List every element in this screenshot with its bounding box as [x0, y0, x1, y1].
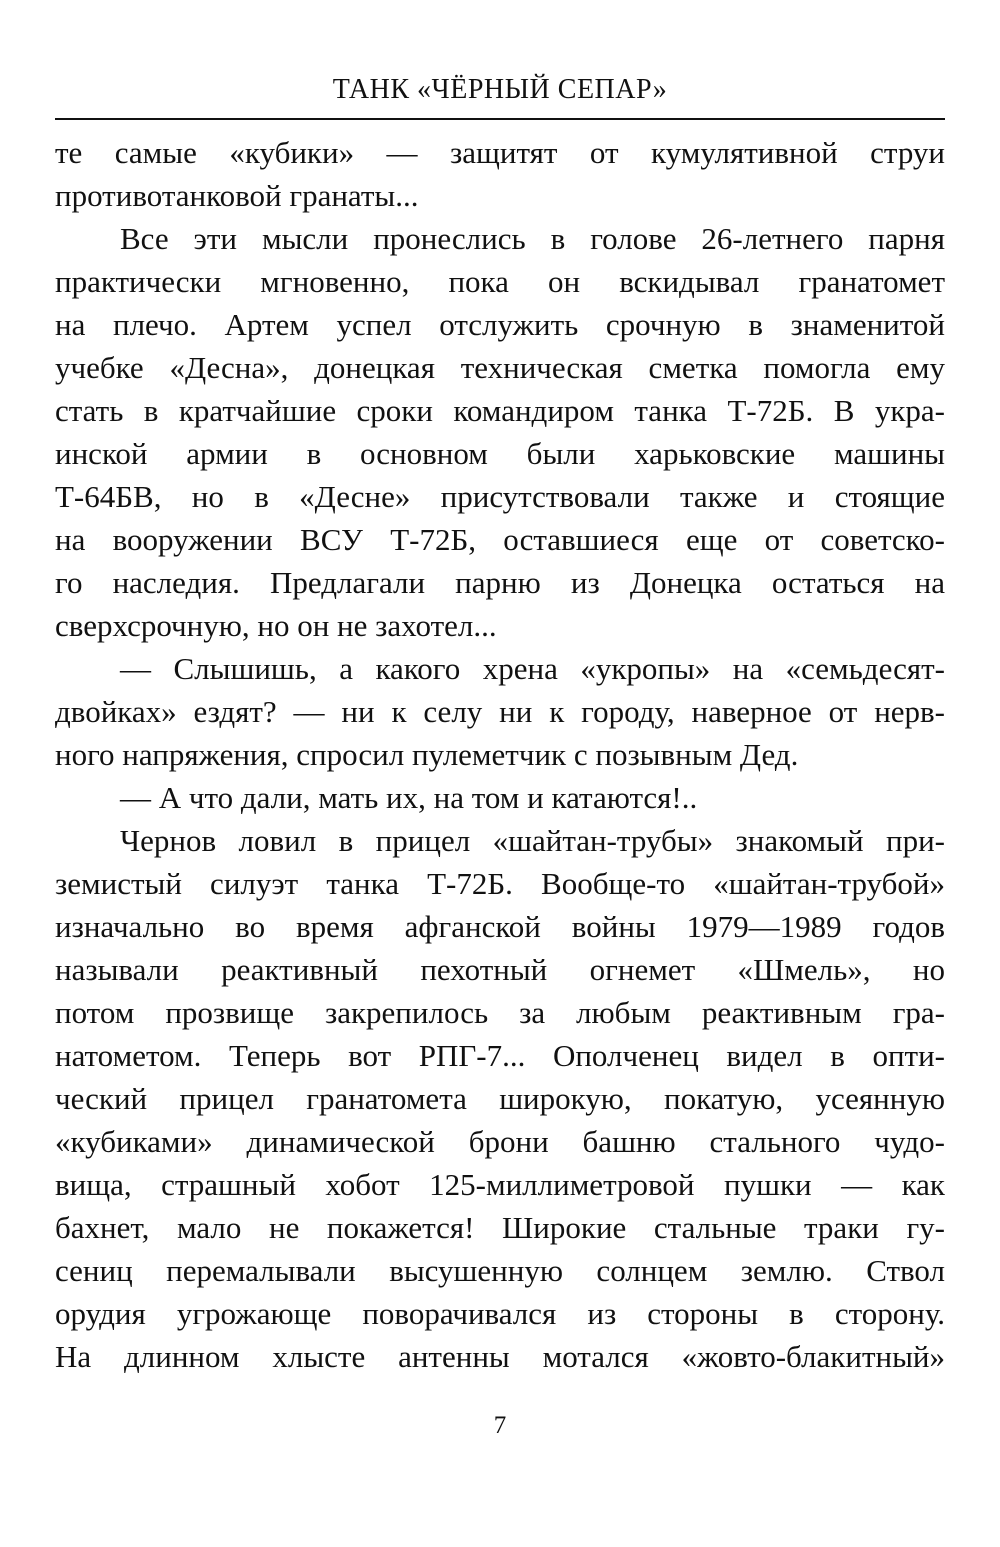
- text-line: орудия угрожающе поворачивался из стороны в сторону.: [55, 1296, 945, 1331]
- text-line: практически мгновенно, пока он вскидывал гранатомет: [55, 264, 945, 299]
- text-line: противотанковой гранаты...: [55, 178, 419, 213]
- text-line: стать в кратчайшие сроки командиром танка Т-72Б. В укра-: [55, 393, 945, 428]
- running-head: ТАНК «ЧЁРНЫЙ СЕПАР»: [332, 74, 668, 105]
- text-line: вища, страшный хобот 125-миллиметровой пушки — как: [55, 1167, 945, 1202]
- text-line: учебке «Десна», донецкая техническая сметка помогла ему: [55, 350, 945, 385]
- text-line: на вооружении ВСУ Т-72Б, оставшиеся еще от советско-: [55, 522, 945, 557]
- text-line: — Слышишь, а какого хрена «укропы» на «семьдесят-: [120, 651, 945, 686]
- text-line: На длинном хлысте антенны мотался «жовто-блакитный»: [55, 1339, 945, 1374]
- text-line: Чернов ловил в прицел «шайтан-трубы» знакомый при-: [120, 823, 945, 858]
- text-line: натометом. Теперь вот РПГ-7... Ополченец видел в опти-: [55, 1038, 945, 1073]
- text-line: ческий прицел гранатомета широкую, покатую, усеянную: [55, 1081, 945, 1116]
- body-text: [55, 131, 945, 1378]
- text-line: те самые «кубики» — защитят от кумулятивной струи: [55, 135, 945, 170]
- text-line: инской армии в основном были харьковские машины: [55, 436, 945, 471]
- text-line: го наследия. Предлагали парню из Донецка остаться на: [55, 565, 945, 600]
- text-line: Все эти мысли пронеслись в голове 26-летнего парня: [120, 221, 945, 256]
- header-rule: [55, 118, 945, 120]
- text-line: потом прозвище закрепилось за любым реактивным гра-: [55, 995, 945, 1030]
- text-line: изначально во время афганской войны 1979—1989 годов: [55, 909, 945, 944]
- text-line: двойках» ездят? — ни к селу ни к городу, наверное от нерв-: [55, 694, 945, 729]
- text-line: земистый силуэт танка Т-72Б. Вообще-то «шайтан-трубой»: [55, 866, 945, 901]
- text-line: «кубиками» динамической брони башню стального чудо-: [55, 1124, 945, 1159]
- text-line: сениц перемалывали высушенную солнцем землю. Ствол: [55, 1253, 945, 1288]
- text-line: ного напряжения, спросил пулеметчик с позывным Дед.: [55, 737, 799, 772]
- text-line: — А что дали, мать их, на том и катаются!..: [120, 780, 698, 815]
- text-line: на плечо. Артем успел отслужить срочную в знаменитой: [55, 307, 945, 342]
- text-line: называли реактивный пехотный огнемет «Шмель», но: [55, 952, 945, 987]
- text-line: бахнет, мало не покажется! Широкие стальные траки гу-: [55, 1210, 945, 1245]
- text-line: Т-64БВ, но в «Десне» присутствовали также и стоящие: [55, 479, 945, 514]
- text-line: сверхсрочную, но он не захотел...: [55, 608, 497, 643]
- page-number: 7: [493, 1412, 507, 1439]
